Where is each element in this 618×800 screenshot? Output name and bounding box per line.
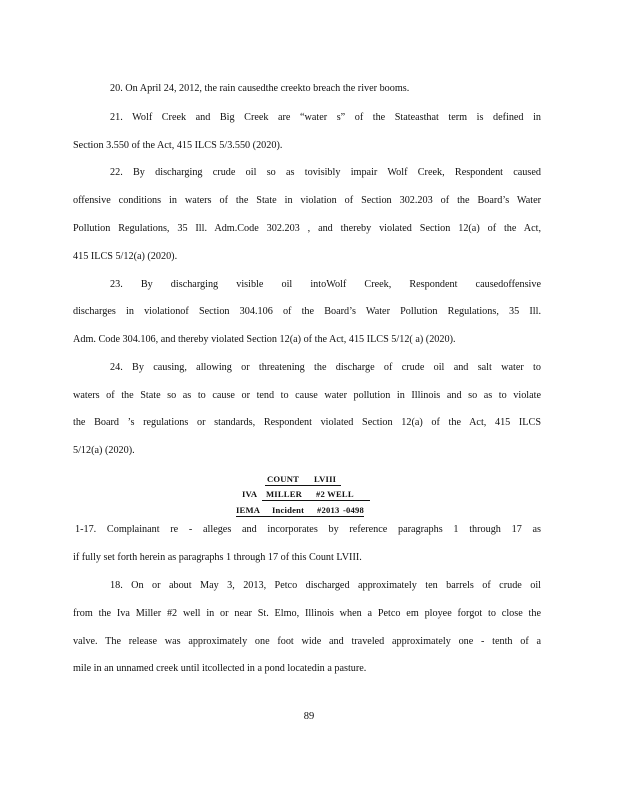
paragraph-21-line-2: Section 3.550 of the Act, 415 ILCS 5/3.550 (2020).	[73, 140, 283, 151]
heading-underline-1	[265, 485, 341, 486]
heading-underline-2	[262, 500, 370, 501]
heading-miller: MILLER	[266, 489, 303, 499]
heading-count: COUNT	[267, 474, 300, 484]
paragraph-24-line-2: waters of the State so as to cause or tend to cause water pollution in Illinois and so as to violate	[73, 390, 541, 401]
paragraph-18-line-1: 18. On or about May 3, 2013, Petco discharged approximately ten barrels of crude oil	[110, 580, 541, 591]
heading-underline-3	[236, 516, 364, 517]
paragraph-24-line-1: 24. By causing, allowing or threatening the discharge of crude oil and salt water to	[110, 362, 541, 373]
paragraph-22-line-1: 22. By discharging crude oil so as tovisibly impair Wolf Creek, Respondent caused	[110, 167, 541, 178]
heading-count-number: LVIII	[314, 474, 337, 484]
heading-incident-year: #2013	[317, 505, 340, 515]
paragraph-22-line-2: offensive conditions in waters of the State in violation of Section 302.203 of the Board’s Water	[73, 195, 541, 206]
paragraph-22-line-4: 415 ILCS 5/12(a) (2020).	[73, 251, 178, 262]
page-number: 89	[303, 711, 315, 722]
paragraph-24-line-3: the Board ’s regulations or standards, Respondent violated Section 12(a) of the Act, 415 ILCS	[73, 417, 541, 428]
paragraph-21-line-1: 21. Wolf Creek and Big Creek are “water s” of the Stateasthat term is defined in	[110, 112, 541, 123]
paragraph-18-line-2: from the Iva Miller #2 well in or near St. Elmo, Illinois when a Petco em ployee forgot to close the	[73, 608, 541, 619]
heading-iema: IEMA	[236, 505, 261, 515]
paragraph-23-line-2: discharges in violationof Section 304.106 of the Board’s Water Pollution Regulations, 35 Ill.	[73, 306, 541, 317]
heading-incident: Incident	[272, 505, 305, 515]
heading-iva: IVA	[242, 489, 258, 499]
paragraph-1-17-line-2: if fully set forth herein as paragraphs 1 through 17 of this Count LVIII.	[73, 552, 362, 563]
paragraph-20-line-1: 20. On April 24, 2012, the rain causedthe creekto breach the river booms.	[110, 83, 410, 94]
paragraph-18-line-4: mile in an unnamed creek until itcollected in a pond locatedin a pasture.	[73, 663, 367, 674]
heading-well: #2 WELL	[316, 489, 354, 499]
heading-incident-number: -0498	[343, 505, 365, 515]
paragraph-22-line-3: Pollution Regulations, 35 Ill. Adm.Code 302.203 , and thereby violated Section 12(a) of the Act,	[73, 223, 541, 234]
paragraph-1-17-line-1: 1-17. Complainant re - alleges and incorporates by reference paragraphs 1 through 17 as	[75, 524, 541, 535]
paragraph-23-line-1: 23. By discharging visible oil intoWolf Creek, Respondent causedoffensive	[110, 279, 541, 290]
paragraph-18-line-3: valve. The release was approximately one foot wide and traveled approximately one - tenth of a	[73, 636, 541, 647]
paragraph-23-line-3: Adm. Code 304.106, and thereby violated Section 12(a) of the Act, 415 ILCS 5/12( a) (2020).	[73, 334, 456, 345]
paragraph-24-line-4: 5/12(a) (2020).	[73, 445, 135, 456]
